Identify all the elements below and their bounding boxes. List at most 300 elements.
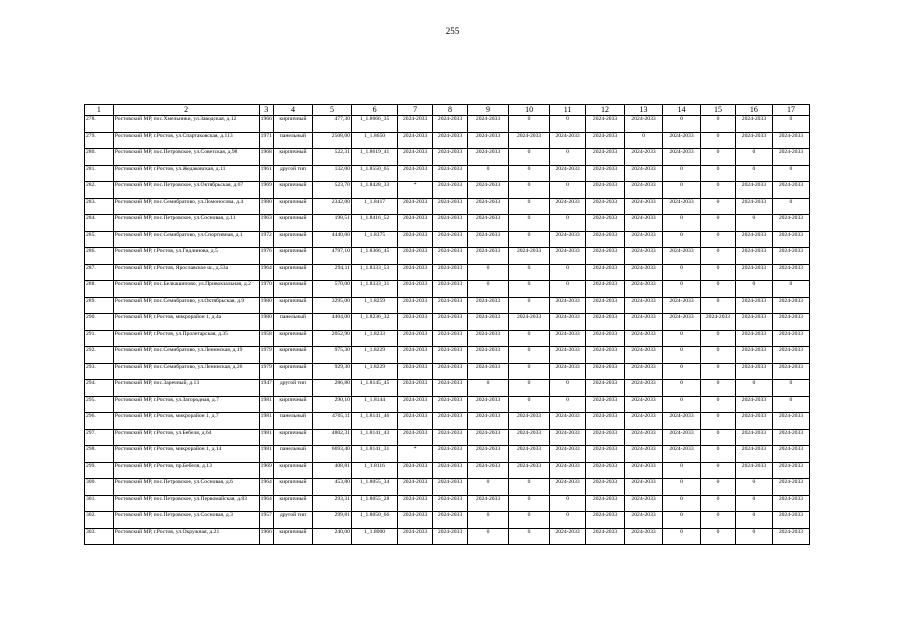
table-cell: 2024-2033 <box>586 215 625 232</box>
table-cell: 2024-2033 <box>586 396 625 413</box>
table-cell: 0 <box>701 165 736 182</box>
table-cell: 2024-2033 <box>735 132 772 149</box>
table-cell: 2024-2033 <box>467 132 508 149</box>
table-cell: 2024-2033 <box>663 413 701 430</box>
table-cell: 2024-2033 <box>772 462 809 479</box>
table-cell: 0 <box>663 347 701 364</box>
table-cell: 2024-2033 <box>772 149 809 166</box>
table-cell: 2024-2033 <box>433 429 468 446</box>
table-cell: 2024-2033 <box>467 396 508 413</box>
table-cell: 0 <box>663 165 701 182</box>
table-cell: 2024-2033 <box>433 165 468 182</box>
table-cell: 2024-2033 <box>772 330 809 347</box>
table-cell: 0 <box>772 380 809 397</box>
table-cell: Ростовский МР, г.Ростов, ул.Пролетарская, д.35 <box>113 330 259 347</box>
table-cell: Ростовский МР, пос.Хмельники, ул.Заводская, д.12 <box>113 116 259 133</box>
table-cell: Ростовский МР, пос.Петровское, ул.Октябрьская, д.67 <box>113 182 259 199</box>
table-cell: 2024-2033 <box>398 347 433 364</box>
table-cell: 2024-2033 <box>625 281 663 298</box>
table-cell: Ростовский МР, пос.Заречный, д.13 <box>113 380 259 397</box>
table-cell: 1_1.8550_65 <box>351 165 397 182</box>
table-cell: 0 <box>467 479 508 496</box>
table-cell: 2024-2033 <box>550 165 586 182</box>
table-cell: 1957 <box>259 512 273 529</box>
table-cell: 0 <box>467 380 508 397</box>
table-cell: 2024-2033 <box>433 347 468 364</box>
table-cell: 0 <box>509 116 550 133</box>
table-cell: 2024-2033 <box>586 512 625 529</box>
table-row <box>85 314 810 331</box>
table-cell: 0 <box>701 132 736 149</box>
table-row <box>85 479 810 496</box>
table-cell: 2024-2033 <box>550 132 586 149</box>
table-cell: 0 <box>509 281 550 298</box>
table-cell: 2024-2033 <box>772 512 809 529</box>
table-cell: 0 <box>663 330 701 347</box>
table-cell: 4440,00 <box>312 231 351 248</box>
table-cell: 2024-2033 <box>467 248 508 265</box>
table-cell: 2024-2033 <box>509 314 550 331</box>
table-cell: 2024-2033 <box>735 116 772 133</box>
table-cell: 0 <box>701 231 736 248</box>
table-cell: 522,31 <box>312 149 351 166</box>
table-cell: 0 <box>550 182 586 199</box>
table-cell: кирпичный <box>273 198 312 215</box>
table-cell: 285. <box>85 231 114 248</box>
table-cell: кирпичный <box>273 182 312 199</box>
table-cell: 0 <box>663 116 701 133</box>
table-cell: 2024-2033 <box>586 314 625 331</box>
table-cell: кирпичный <box>273 495 312 512</box>
table-cell: 2024-2033 <box>467 314 508 331</box>
table-row <box>85 198 810 215</box>
table-cell: 2024-2033 <box>398 198 433 215</box>
table-cell: 2024-2033 <box>467 413 508 430</box>
table-cell: 286. <box>85 248 114 265</box>
table-cell: кирпичный <box>273 479 312 496</box>
table-cell: 2024-2033 <box>586 132 625 149</box>
table-row <box>85 297 810 314</box>
table-cell: кирпичный <box>273 231 312 248</box>
table-row <box>85 182 810 199</box>
table-cell: 2024-2033 <box>550 479 586 496</box>
table-cell: 0 <box>701 215 736 232</box>
table-cell: 0 <box>701 248 736 265</box>
table-cell: 1981 <box>259 413 273 430</box>
table-cell: Ростовский МР, пос.Семибратово, ул.Спортивная, д.1 <box>113 231 259 248</box>
table-cell: 2024-2033 <box>625 149 663 166</box>
table-cell: 2024-2033 <box>663 314 701 331</box>
table-cell: 298. <box>85 446 114 463</box>
table-cell: 2024-2033 <box>735 198 772 215</box>
table-cell: кирпичный <box>273 462 312 479</box>
table-row <box>85 248 810 265</box>
table-cell: 0 <box>701 446 736 463</box>
table-cell: 292. <box>85 347 114 364</box>
table-cell: 4797,10 <box>312 248 351 265</box>
table-cell: 0 <box>701 198 736 215</box>
table-row <box>85 495 810 512</box>
table-cell: Ростовский МР, пос.Семибратово, ул.Ленинская, д.26 <box>113 363 259 380</box>
table-cell: 1_1.8229 <box>351 347 397 364</box>
table-row <box>85 264 810 281</box>
column-header: 4 <box>273 105 312 116</box>
table-cell: 3295,00 <box>312 297 351 314</box>
table-cell: 2024-2033 <box>772 231 809 248</box>
table-cell: 1_1.8229 <box>351 363 397 380</box>
table-cell: 1_1.8417 <box>351 198 397 215</box>
table-cell: 2024-2033 <box>772 429 809 446</box>
table-cell: 2024-2033 <box>509 462 550 479</box>
column-header: 16 <box>735 105 772 116</box>
table-cell: 1_1.8050_66 <box>351 512 397 529</box>
table-cell: 2024-2033 <box>586 330 625 347</box>
table-cell: панельный <box>273 446 312 463</box>
table-row <box>85 116 810 133</box>
table-cell: 2024-2033 <box>467 116 508 133</box>
table-cell: 0 <box>663 512 701 529</box>
table-cell: 2024-2033 <box>586 446 625 463</box>
table-cell: 290. <box>85 314 114 331</box>
table-cell: 0 <box>509 231 550 248</box>
table-cell: 523,70 <box>312 182 351 199</box>
table-cell: 2024-2033 <box>433 330 468 347</box>
table-cell: кирпичный <box>273 347 312 364</box>
table-cell: 287. <box>85 264 114 281</box>
table-cell: 0 <box>550 149 586 166</box>
table-cell: 1970 <box>259 281 273 298</box>
table-cell: 1981 <box>259 429 273 446</box>
table-cell: 0 <box>701 182 736 199</box>
table-row <box>85 429 810 446</box>
table-cell: Ростовский МР, г.Ростов, микрорайон 1, д.4а <box>113 314 259 331</box>
table-cell: 290,10 <box>312 396 351 413</box>
table-cell: 2024-2033 <box>433 281 468 298</box>
table-cell: 2024-2033 <box>433 215 468 232</box>
table-cell: 0 <box>663 231 701 248</box>
table-cell: 0 <box>735 512 772 529</box>
table-cell: 0 <box>663 363 701 380</box>
table-cell: 0 <box>550 380 586 397</box>
table-cell: 2024-2033 <box>586 479 625 496</box>
column-header: 10 <box>509 105 550 116</box>
table-cell: 0 <box>663 528 701 545</box>
table-cell: 1_1.8055_28 <box>351 495 397 512</box>
table-cell: 2024-2033 <box>398 380 433 397</box>
table-cell: 1964 <box>259 495 273 512</box>
table-cell: 1966 <box>259 528 273 545</box>
table-cell: 0 <box>701 264 736 281</box>
table-cell: 2024-2033 <box>398 116 433 133</box>
table-cell: 1_1.8650 <box>351 132 397 149</box>
table-cell: 2024-2033 <box>467 495 508 512</box>
table-cell: 1958 <box>259 330 273 347</box>
table-cell: 1_1.8666_35 <box>351 116 397 133</box>
table-row <box>85 446 810 463</box>
table-cell: 0 <box>509 528 550 545</box>
table-cell: 0 <box>550 215 586 232</box>
table-cell: 2024-2033 <box>586 347 625 364</box>
table-cell: 294. <box>85 380 114 397</box>
table-cell: 2024-2033 <box>398 363 433 380</box>
table-cell: 284. <box>85 215 114 232</box>
table-cell: 1_1.8141_43 <box>351 429 397 446</box>
table-cell: 0 <box>701 330 736 347</box>
table-cell: 2024-2033 <box>398 281 433 298</box>
table-cell: панельный <box>273 132 312 149</box>
table-cell: 2024-2033 <box>398 512 433 529</box>
table-cell: 1981 <box>259 446 273 463</box>
table-cell: 2024-2033 <box>433 462 468 479</box>
table-cell: 2024-2033 <box>735 248 772 265</box>
table-row <box>85 165 810 182</box>
table-cell: 0 <box>663 281 701 298</box>
table-cell: 0 <box>701 512 736 529</box>
table-cell: 2024-2033 <box>550 297 586 314</box>
table-cell: 0 <box>509 363 550 380</box>
table-cell: 2024-2033 <box>509 413 550 430</box>
column-header: 7 <box>398 105 433 116</box>
table-cell: 282. <box>85 182 114 199</box>
table-cell: 0 <box>509 347 550 364</box>
table-cell: другой тип <box>273 380 312 397</box>
header-row <box>85 105 810 116</box>
table-cell: 2024-2033 <box>772 314 809 331</box>
table-cell: панельный <box>273 314 312 331</box>
table-cell: Ростовский МР, г.Ростов, микрорайон 1, д.14 <box>113 446 259 463</box>
table-cell: 0 <box>772 116 809 133</box>
table-cell: 477,30 <box>312 116 351 133</box>
table-cell: 2024-2033 <box>625 231 663 248</box>
table-cell: 0 <box>701 413 736 430</box>
table-cell: кирпичный <box>273 281 312 298</box>
table-cell: 2024-2033 <box>433 314 468 331</box>
table-cell: 2024-2033 <box>467 198 508 215</box>
table-cell: 2024-2033 <box>550 347 586 364</box>
table-cell: 0 <box>663 380 701 397</box>
table-cell: Ростовский МР, г.Ростов, ул.Бебеля, д.64 <box>113 429 259 446</box>
column-header: 1 <box>85 105 114 116</box>
table-cell: 2024-2033 <box>467 429 508 446</box>
table-cell: 2024-2033 <box>625 116 663 133</box>
table-cell: 2024-2033 <box>433 479 468 496</box>
table-cell: 0 <box>509 495 550 512</box>
table-cell: 2024-2033 <box>625 330 663 347</box>
table-cell: 1_1.8233 <box>351 330 397 347</box>
table-cell: 2024-2033 <box>625 512 663 529</box>
table-cell: 2024-2033 <box>625 248 663 265</box>
table-cell: 0 <box>772 198 809 215</box>
table-cell: 2024-2033 <box>772 182 809 199</box>
table-cell: 2024-2033 <box>398 215 433 232</box>
table-cell: 1980 <box>259 314 273 331</box>
table-cell: 2024-2033 <box>625 165 663 182</box>
table-cell: 570,00 <box>312 281 351 298</box>
table-cell: 0 <box>663 182 701 199</box>
table-cell: 1_1.8416_52 <box>351 215 397 232</box>
table-cell: 2024-2033 <box>586 380 625 397</box>
table-cell: 2024-2033 <box>398 330 433 347</box>
table-cell: 2024-2033 <box>772 413 809 430</box>
table-cell: 300. <box>85 479 114 496</box>
table-cell: 6693,40 <box>312 446 351 463</box>
table-cell: Ростовский МР, пос.Петровское, ул.Сосновая, д.11 <box>113 215 259 232</box>
table-cell: Ростовский МР, пос.Белкашипово, ул.Привокзальная, д.2 <box>113 281 259 298</box>
table-cell: 2024-2033 <box>625 528 663 545</box>
column-header: 3 <box>259 105 273 116</box>
table-cell: 1_1.8428_33 <box>351 182 397 199</box>
table-cell: 0 <box>509 264 550 281</box>
table-cell: 2024-2033 <box>735 446 772 463</box>
table-cell: 2024-2033 <box>735 462 772 479</box>
table-cell: Ростовский МР, г.Ростов, пр.Бебеля, д.13 <box>113 462 259 479</box>
table-cell: Ростовский МР, пос.Петровское, ул.Первомайская, д.83 <box>113 495 259 512</box>
table-cell: 302. <box>85 512 114 529</box>
table-cell: 2024-2033 <box>433 116 468 133</box>
table-cell: 2024-2033 <box>586 149 625 166</box>
table-cell: 299,81 <box>312 512 351 529</box>
table-cell: 2024-2033 <box>625 479 663 496</box>
table-cell: 2024-2033 <box>398 264 433 281</box>
table-cell: 1_1.8116 <box>351 462 397 479</box>
table-cell: 0 <box>550 495 586 512</box>
table-cell: 0 <box>701 429 736 446</box>
table-cell: 1969 <box>259 182 273 199</box>
table-cell: 2024-2033 <box>586 264 625 281</box>
table-cell: 2024-2033 <box>550 314 586 331</box>
table-cell: 4705,11 <box>312 413 351 430</box>
table-row <box>85 132 810 149</box>
table-cell: Ростовский МР, пос.Семибратово, ул.Ленинская, д.19 <box>113 347 259 364</box>
table-cell: 4404,00 <box>312 314 351 331</box>
table-cell: 1_1.8259 <box>351 297 397 314</box>
table-cell: 286,80 <box>312 380 351 397</box>
table-cell: 0 <box>550 116 586 133</box>
table-cell: 0 <box>701 528 736 545</box>
table-cell: 0 <box>701 347 736 364</box>
table-cell: 2024-2033 <box>550 413 586 430</box>
table-row <box>85 330 810 347</box>
table-cell: 2024-2033 <box>586 429 625 446</box>
table-cell: 2024-2033 <box>433 363 468 380</box>
table-cell: 2024-2033 <box>735 363 772 380</box>
table-cell: * <box>398 446 433 463</box>
table-cell: 0 <box>467 281 508 298</box>
table-cell: 2024-2033 <box>772 446 809 463</box>
table-row <box>85 215 810 232</box>
table-cell: 2024-2033 <box>772 297 809 314</box>
table-cell: 2024-2033 <box>625 264 663 281</box>
table-cell: 2024-2033 <box>398 149 433 166</box>
table-cell: 2024-2033 <box>467 363 508 380</box>
table-cell: 0 <box>701 380 736 397</box>
table-cell: 1_1.8375 <box>351 231 397 248</box>
table-cell: 2024-2033 <box>625 462 663 479</box>
table-cell: 2024-2033 <box>625 347 663 364</box>
table-cell: 0 <box>663 396 701 413</box>
table-cell: 1972 <box>259 231 273 248</box>
table-cell: 2508,00 <box>312 132 351 149</box>
table-cell: 2024-2033 <box>625 396 663 413</box>
table-cell: 2024-2033 <box>398 429 433 446</box>
table-cell: Ростовский МР, г.Ростов, ул.Спартаковская, д.113 <box>113 132 259 149</box>
table-cell: другой тип <box>273 165 312 182</box>
table-cell: 1_1.8333_31 <box>351 281 397 298</box>
page-number: 255 <box>445 26 460 36</box>
table-cell: 1_1.8366_45 <box>351 248 397 265</box>
table-cell: 0 <box>735 149 772 166</box>
table-cell: Ростовский МР, г.Ростов, ул.Окружная, д.21 <box>113 528 259 545</box>
table-cell: 2024-2033 <box>586 165 625 182</box>
table-cell: кирпичный <box>273 297 312 314</box>
table-cell: 0 <box>663 264 701 281</box>
table-cell: кирпичный <box>273 528 312 545</box>
table-cell: 2024-2033 <box>586 495 625 512</box>
table-cell: 453,80 <box>312 479 351 496</box>
table-cell: 0 <box>772 165 809 182</box>
table-cell: 2024-2033 <box>735 429 772 446</box>
table-cell: 0 <box>735 495 772 512</box>
table-cell: 281. <box>85 165 114 182</box>
table-cell: кирпичный <box>273 149 312 166</box>
table-cell: 2024-2033 <box>398 231 433 248</box>
table-cell: 2024-2033 <box>433 446 468 463</box>
table-cell: 2024-2033 <box>625 182 663 199</box>
table-cell: 2024-2033 <box>433 248 468 265</box>
table-cell: 0 <box>550 264 586 281</box>
table-cell: кирпичный <box>273 264 312 281</box>
table-cell: 2024-2033 <box>398 132 433 149</box>
table-cell: кирпичный <box>273 248 312 265</box>
table-row <box>85 462 810 479</box>
table-cell: 2024-2033 <box>509 132 550 149</box>
column-header: 9 <box>467 105 508 116</box>
table-cell: 2024-2033 <box>772 347 809 364</box>
table-cell: 2024-2033 <box>663 198 701 215</box>
table-cell: 2024-2033 <box>398 413 433 430</box>
table-cell: 2024-2033 <box>467 446 508 463</box>
table-cell: 2024-2033 <box>735 264 772 281</box>
table-cell: 2024-2033 <box>398 165 433 182</box>
table-cell: 293,31 <box>312 495 351 512</box>
table-cell: 0 <box>663 215 701 232</box>
table-row <box>85 413 810 430</box>
table-cell: 2024-2033 <box>625 495 663 512</box>
table-cell: 2024-2033 <box>772 248 809 265</box>
column-header: 12 <box>586 105 625 116</box>
table-cell: кирпичный <box>273 215 312 232</box>
table-cell: 1964 <box>259 479 273 496</box>
table-cell: 1980 <box>259 297 273 314</box>
column-header: 2 <box>113 105 259 116</box>
table-cell: 198,51 <box>312 215 351 232</box>
table-cell: 2024-2033 <box>433 396 468 413</box>
table-cell: 2024-2033 <box>467 231 508 248</box>
table-cell: 1964 <box>259 264 273 281</box>
table-cell: 1_1.8141_31 <box>351 446 397 463</box>
table-cell: 2024-2033 <box>663 446 701 463</box>
table-cell: 2024-2033 <box>467 149 508 166</box>
table-cell: 2024-2033 <box>398 314 433 331</box>
table-cell: 301. <box>85 495 114 512</box>
table-cell: 0 <box>663 462 701 479</box>
table-cell: 2024-2033 <box>550 528 586 545</box>
column-header: 6 <box>351 105 397 116</box>
table-cell: 2024-2033 <box>772 495 809 512</box>
table-cell: 0 <box>701 495 736 512</box>
table-cell: 2024-2033 <box>586 363 625 380</box>
table-cell: 1_1.8144 <box>351 396 397 413</box>
